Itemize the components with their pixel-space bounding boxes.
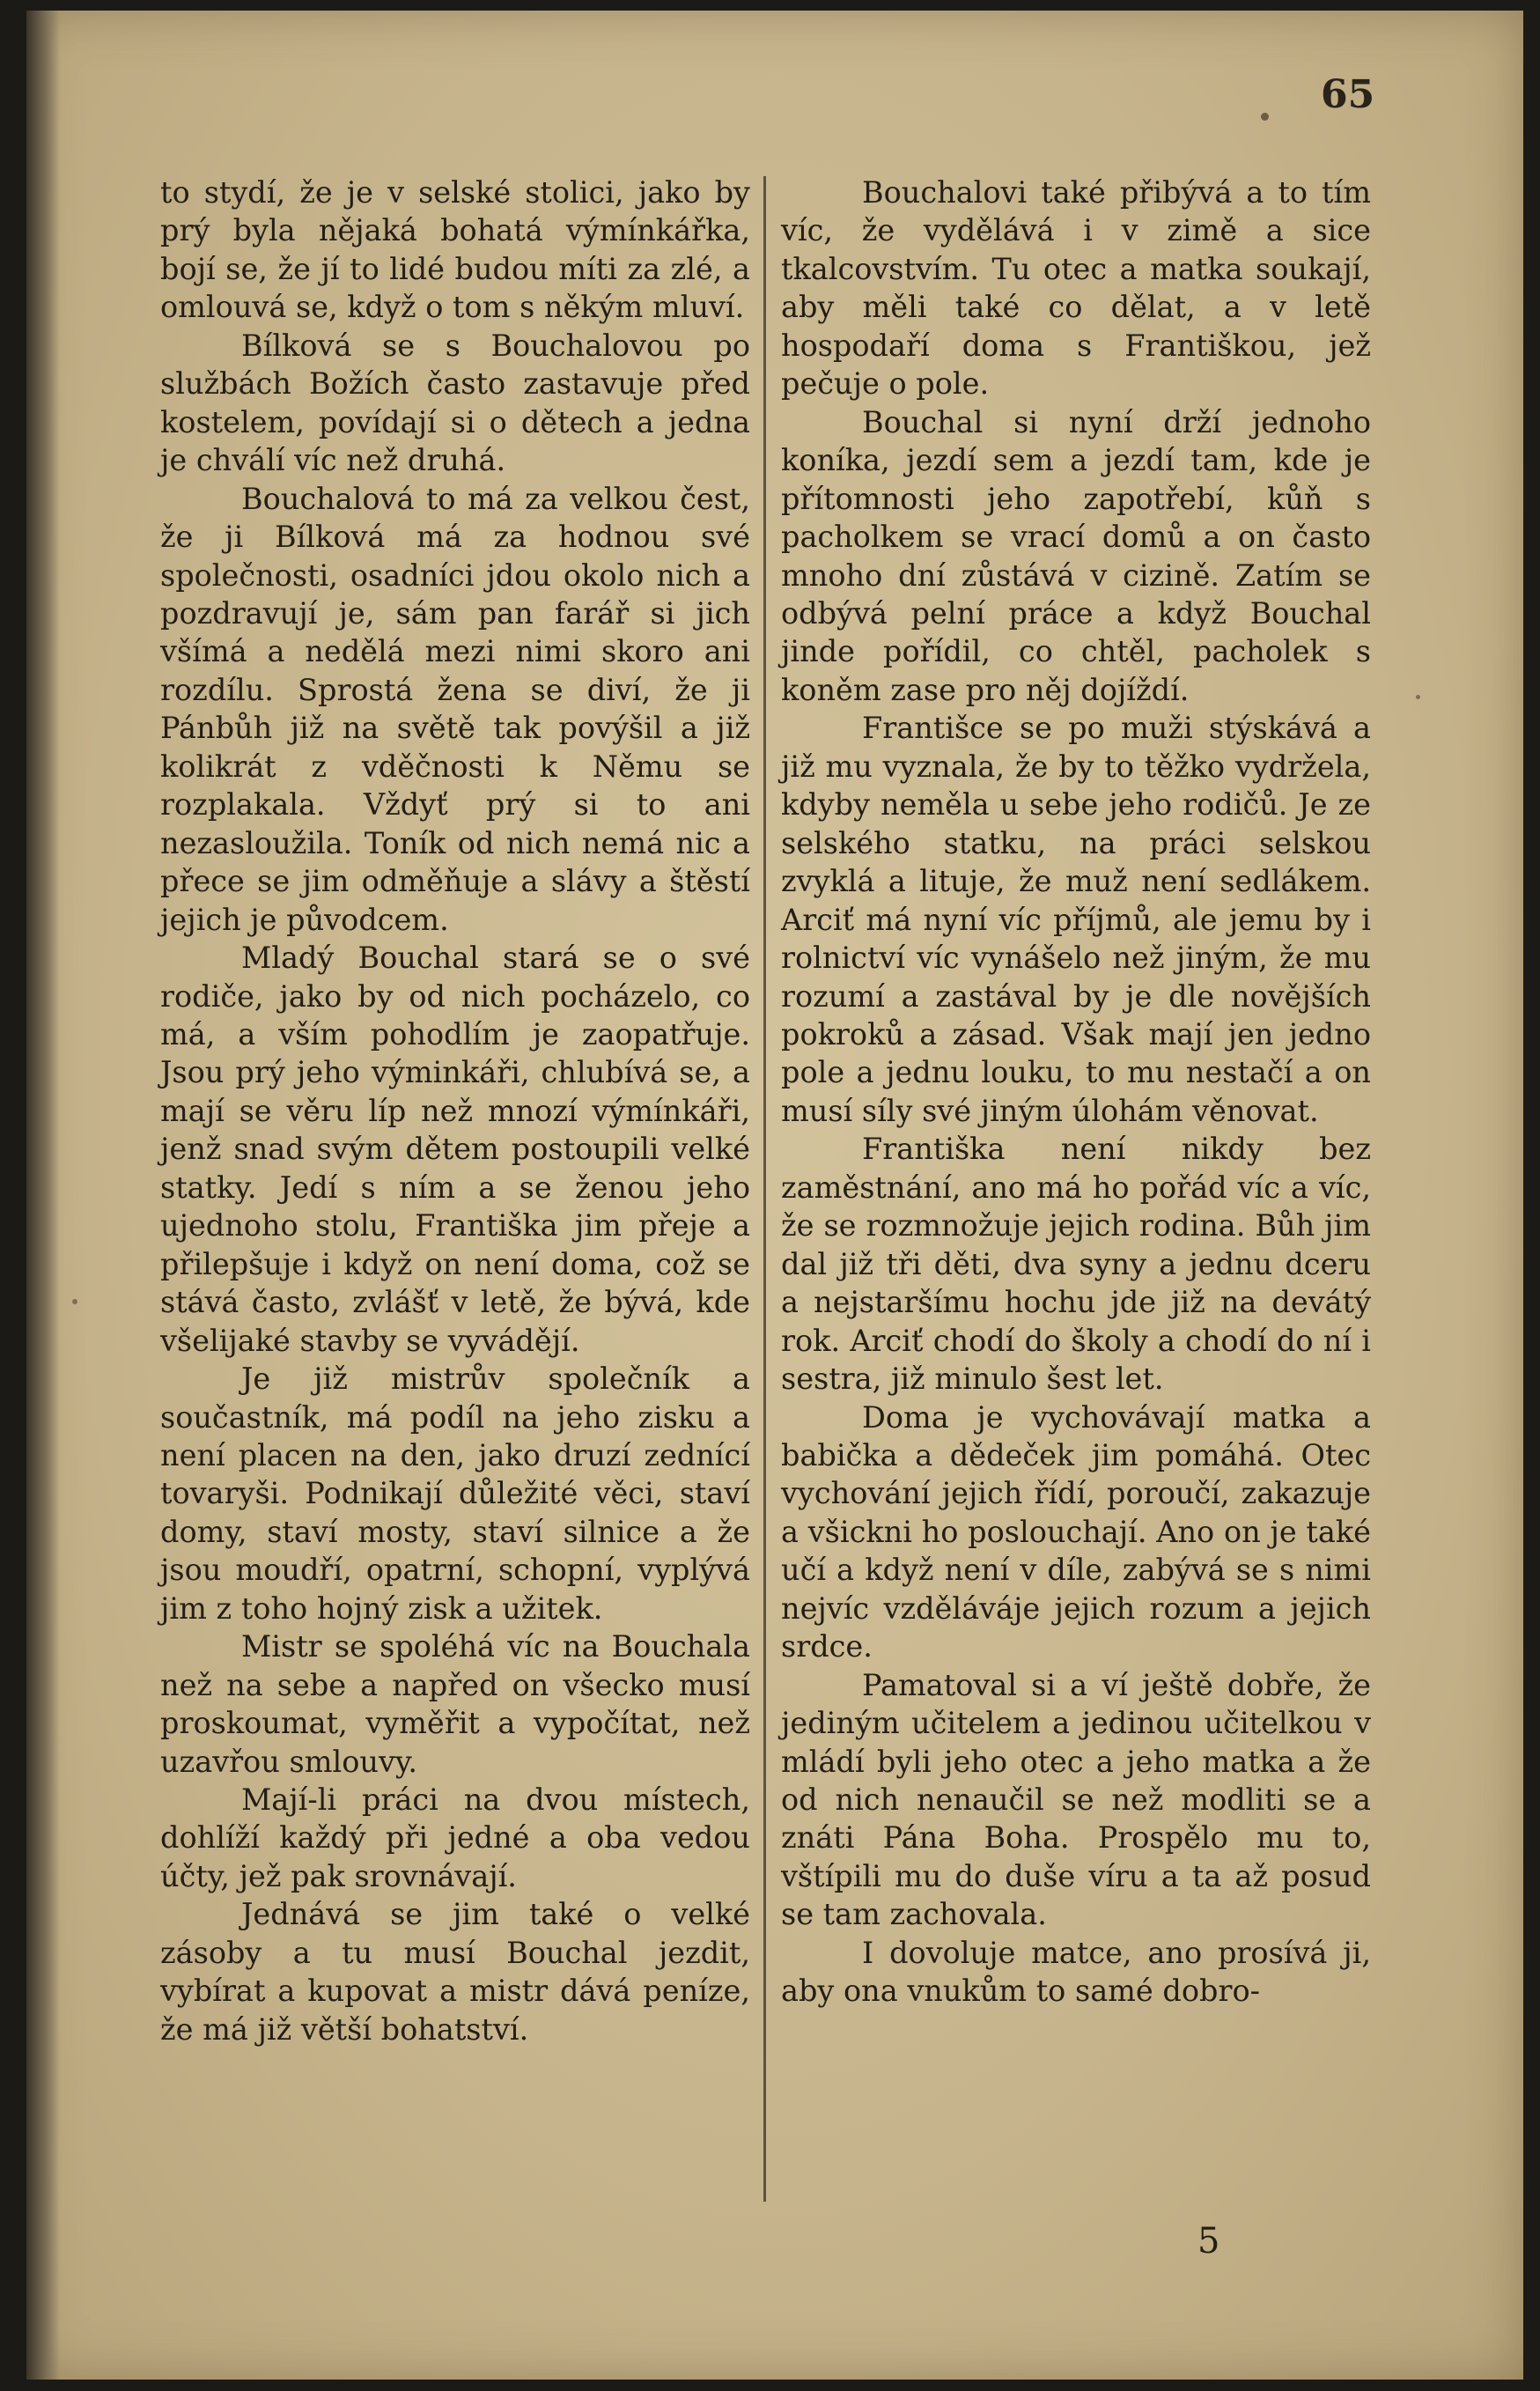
left-column	[160, 173, 750, 2048]
paragraph: Mladý Bouchal stará se o své rodiče, jako by od nich pocházelo, co má, a vším pohodlím je zaopatřuje. Jsou prý jeho výminkáři, chlubívá se, a mají se věru líp než mnozí výmínkáři, jenž snad svým dětem postoupili velké statky. Jedí s ním a se ženou jeho ujednoho stolu, Františka jim přeje a přilepšuje i když on není doma, což se stává často, zvlášť v letě, že bývá, kde všelijaké stavby se vyvádějí.	[160, 941, 750, 1358]
paragraph: Je již mistrův společník a součastník, má podíl na jeho zisku a není placen na den, jako druzí zednící tovaryši. Podnikají důležité věci, staví domy, staví mosty, staví silnice a že jsou moudří, opatrní, schopní, vyplývá jim z toho hojný zisk a užitek.	[160, 1362, 750, 1626]
paper-speck	[72, 1299, 77, 1304]
paragraph: Pamatoval si a ví ještě dobře, že jediným učitelem a jedinou učitelkou v mládí byli jeho otec a jeho matka a že od nich nenaučil se než modliti se a znáti Pána Boha. Prospělo mu to, vštípili mu do duše víru a ta až posud se tam zachovala.	[781, 1667, 1371, 1932]
paragraph: Mají-li práci na dvou místech, dohlíží každý při jedné a oba vedou účty, jež pak srovnávají.	[160, 1782, 750, 1893]
paragraph: to stydí, že je v selské stolici, jako by prý byla nějaká bohatá výmínkářka, bojí se, že jí to lidé budou míti za zlé, a omlouvá se, když o tom s někým mluví.	[160, 175, 750, 325]
paragraph: Bouchalová to má za velkou čest, že ji Bílková má za hodnou své společnosti, osadníci jdou okolo nich a pozdravují je, sám pan farář si jich všímá a nedělá mezi nimi skoro ani rozdílu. Sprostá žena se diví, že ji Pánbůh již na světě tak povýšil a již kolikrát z vděčnosti k Němu se rozplakala. Vždyť prý si to ani nezasloužila. Toník od nich nemá nic a přece se jim odměňuje a slávy a štěstí jejich je původcem.	[160, 481, 750, 937]
paper-speck	[1416, 695, 1420, 699]
paragraph: Františka není nikdy bez zaměstnání, ano má ho pořád víc a víc, že se rozmnožuje jejich rodina. Bůh jim dal již tři děti, dva syny a jednu dceru a nejstaršímu hochu jde již na devátý rok. Arciť chodí do školy a chodí do ní i sestra, již minulo šest let.	[781, 1132, 1371, 1397]
signature-mark: 5	[1197, 2221, 1220, 2262]
page-binding-edge	[26, 11, 60, 2380]
paragraph: I dovoluje matce, ano prosívá ji, aby ona vnukům to samé dobro-	[781, 1935, 1371, 2009]
paragraph: Františce se po muži stýskává a již mu vyznala, že by to těžko vydržela, kdyby neměla u sebe jeho rodičů. Je ze selského statku, na práci selskou zvyklá a lituje, že muž není sedlákem. Arciť má nyní víc příjmů, ale jemu by i rolnictví víc vynášelo než jiným, že mu rozumí a zastával by je dle novějších pokroků a zásad. Však mají jen jedno pole a jednu louku, to mu nestačí a on musí síly své jiným úlohám věnovat.	[781, 711, 1371, 1128]
paragraph: Bouchalovi také přibývá a to tím víc, že vydělává i v zimě a sice tkalcovstvím. Tu otec a matka soukají, aby měli také co dělat, a v letě hospodaří doma s Františkou, jež pečuje o pole.	[781, 175, 1371, 402]
paragraph: Mistr se spoléhá víc na Bouchala než na sebe a napřed on všecko musí proskoumat, vyměřit a vypočítat, než uzavřou smlouvy.	[160, 1629, 750, 1779]
ink-dot	[1261, 113, 1269, 121]
paragraph: Bouchal si nyní drží jednoho koníka, jezdí sem a jezdí tam, kde je přítomnosti jeho zapotřebí, kůň s pacholkem se vrací domů a on často mnoho dní zůstává v cizině. Zatím se odbývá pelní práce a když Bouchal jinde pořídil, co chtěl, pacholek s koněm zase pro něj dojíždí.	[781, 404, 1371, 707]
column-divider	[763, 176, 766, 2202]
paragraph: Doma je vychovávají matka a babička a dědeček jim pomáhá. Otec vychování jejich řídí, poroučí, zakazuje a všickni ho poslouchají. Ano on je také učí a když není v díle, zabývá se s nimi nejvíc vzděláváje jejich rozum a jejich srdce.	[781, 1399, 1371, 1664]
paragraph: Jednává se jim také o velké zásoby a tu musí Bouchal jezdit, vybírat a kupovat a mistr dává peníze, že má již větší bohatství.	[160, 1897, 750, 2047]
paragraph: Bílková se s Bouchalovou po službách Božích často zastavuje před kostelem, povídají si o dětech a jedna je chválí víc než druhá.	[160, 328, 750, 478]
page-number: 65	[1321, 72, 1375, 117]
right-column	[781, 173, 1371, 2011]
